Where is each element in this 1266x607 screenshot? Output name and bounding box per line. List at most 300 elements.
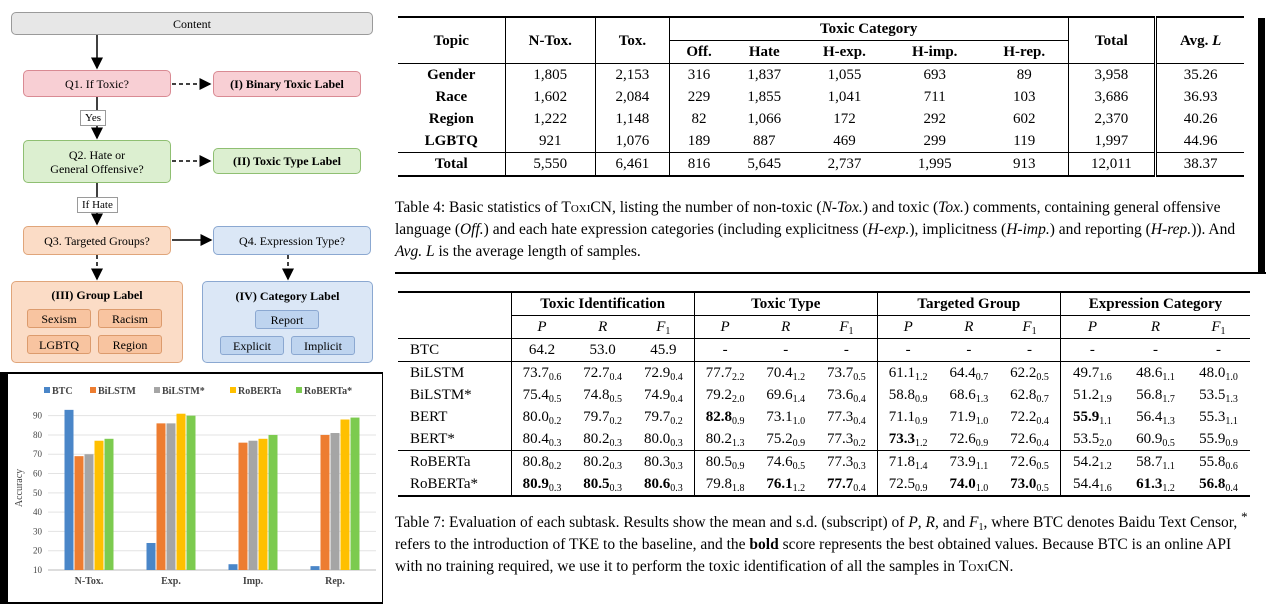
cell-sd: 1.6: [1099, 372, 1112, 383]
col-toxic-category: Toxic Category: [669, 17, 1068, 41]
cell-mean: 79.7: [583, 409, 610, 425]
cell-mean: 72.6: [949, 431, 976, 447]
table-row: [398, 153, 1244, 177]
col-ntox: N-Tox.: [505, 17, 595, 64]
legend-swatch: [154, 387, 160, 393]
table-row: [398, 406, 1250, 428]
cell-mean: 55.9: [1199, 431, 1226, 447]
cell-sd: 1.2: [792, 372, 806, 383]
page-edge-bar: [1258, 18, 1265, 273]
cell-mean: 51.2: [1073, 387, 1100, 403]
cell-mean: 73.7: [827, 365, 854, 381]
cell-mean: 74.0: [949, 476, 976, 492]
cell-value: [633, 362, 694, 385]
bar-bilstm-star: [249, 441, 258, 570]
cell-value: [694, 473, 755, 496]
cell-value: [999, 406, 1060, 428]
cell-mean: 54.2: [1073, 454, 1100, 470]
y-tick-label: 90: [33, 410, 42, 421]
cell-dash: -: [999, 339, 1060, 362]
metric-symbol: P: [537, 319, 547, 335]
category-explicit: Explicit: [220, 336, 284, 355]
cell-sd: 0.5: [1036, 461, 1049, 472]
y-tick-label: 10: [33, 565, 42, 575]
table-row: [398, 362, 1250, 385]
cap4-term: N-Tox.: [821, 199, 863, 216]
cell-hexp: 469: [833, 133, 856, 149]
cell-tox: 1,148: [595, 108, 669, 130]
cell-value: [694, 406, 755, 428]
cell-off: 816: [687, 156, 711, 172]
bar-roberta-star: [269, 435, 278, 570]
cell-mean: 62.2: [1010, 365, 1037, 381]
cell-mean: 71.8: [888, 454, 916, 470]
metric-header: [1124, 316, 1187, 339]
cell-value: [1124, 362, 1187, 385]
cell-value: [877, 384, 938, 406]
cell-sd: 1.0: [1225, 372, 1238, 383]
cell-off: 189: [687, 133, 711, 149]
section-divider: [395, 272, 1266, 274]
cell-value: [999, 473, 1060, 496]
cell-mean: 48.0: [1199, 365, 1226, 381]
cap7-star: *: [1241, 509, 1248, 524]
cell-sd: 0.6: [1225, 461, 1238, 472]
cell-dash: -: [816, 339, 877, 362]
cap4-text: ) comments, containing general offensive language (: [395, 199, 1221, 238]
cell-value: [816, 362, 877, 385]
cell-value: [939, 384, 1000, 406]
cell-total: 12,011: [1068, 153, 1156, 177]
group-targeted-group: Targeted Group: [877, 292, 1060, 316]
cell-mean: 68.6: [949, 387, 976, 403]
cell-value: [755, 473, 816, 496]
table-7: [398, 291, 1250, 497]
cell-sd: 0.5: [609, 394, 623, 405]
cell-sd: 0.5: [1162, 438, 1175, 449]
bar-btc: [229, 564, 238, 570]
cell-mean: 56.8: [1199, 476, 1226, 492]
cell-sd: 0.9: [975, 438, 989, 449]
cell-sd: 1.3: [1162, 416, 1175, 427]
cell-value: [1187, 428, 1250, 451]
table-row: [398, 451, 1250, 474]
cell-value: [816, 384, 877, 406]
legend-label: RoBERTa: [238, 386, 282, 397]
legend-swatch: [90, 387, 96, 393]
bar-bilstm-star: [167, 423, 176, 570]
cell-value: [572, 384, 633, 406]
cell-value: [694, 362, 755, 385]
y-tick-label: 60: [33, 468, 42, 479]
metric-header: [1060, 316, 1124, 339]
cell-mean: 72.6: [1010, 431, 1037, 447]
cell-mean: 61.1: [888, 365, 916, 381]
cell-mean: 56.8: [1136, 387, 1163, 403]
cap7-term-sub: 1: [978, 522, 984, 534]
cap7-term: P: [908, 514, 918, 532]
cell-sd: 0.4: [670, 372, 683, 383]
table-row: [398, 384, 1250, 406]
metric-subscript: 1: [1220, 326, 1226, 337]
cap4-text: Table 4: Basic statistics of: [395, 199, 562, 216]
row-topic: Total: [398, 153, 505, 177]
group-expression-category: Expression Category: [1060, 292, 1250, 316]
table-row: [398, 339, 1250, 362]
cell-himp: 1,995: [917, 156, 952, 172]
cell-value: [511, 428, 572, 451]
cell-sd: 0.3: [853, 461, 866, 472]
cell-off: 316: [687, 67, 711, 83]
cell-value: [877, 428, 938, 451]
cell-mean: 80.2: [705, 431, 732, 447]
q1-node: Q1. If Toxic?: [23, 70, 171, 97]
cell-mean: 74.8: [583, 387, 610, 403]
cell-sd: 0.2: [548, 461, 562, 472]
cell-mean: 55.3: [1199, 409, 1226, 425]
cell-mean: 80.2: [583, 454, 610, 470]
cap7-term: R: [925, 514, 936, 532]
cell-mean: 80.5: [583, 476, 610, 492]
cell-tox: 6,461: [595, 153, 669, 177]
legend-label: BTC: [52, 386, 73, 397]
table-row: [398, 108, 1244, 130]
cell-value: [1187, 451, 1250, 474]
metric-header: [511, 316, 572, 339]
cell-value: [1060, 362, 1124, 385]
cell-hrep: 103: [981, 86, 1068, 108]
cell-sd: 0.3: [670, 438, 683, 449]
cell-value: [633, 451, 694, 474]
cell-value: [999, 428, 1060, 451]
cap4-term: Avg. L: [395, 243, 435, 260]
cell-value: [1187, 362, 1250, 385]
cell-sd: 0.9: [915, 483, 928, 494]
cell-mean: 75.2: [766, 431, 793, 447]
y-tick-label: 70: [33, 449, 42, 460]
cell-sd: 1.9: [1099, 394, 1112, 405]
cell-sd: 1.4: [792, 394, 806, 405]
metric-header: [755, 316, 816, 339]
cell-value: [877, 473, 938, 496]
cell-value: [1124, 384, 1187, 406]
cell-value: [633, 384, 694, 406]
cell-sd: 0.5: [1036, 372, 1049, 383]
metric-symbol: P: [720, 319, 730, 335]
cell-mean: 71.9: [949, 409, 976, 425]
cell-mean: 53.5: [1073, 431, 1100, 447]
row-model: BERT: [398, 406, 511, 428]
cap7-bold-word: bold: [749, 536, 779, 554]
cell-mean: 55.9: [1073, 409, 1100, 425]
if-hate-tag: If Hate: [77, 197, 118, 213]
x-tick-label: Exp.: [161, 576, 181, 587]
metric-header-row: [398, 316, 1250, 339]
cell-mean: 71.1: [888, 409, 916, 425]
legend-swatch: [44, 387, 50, 393]
cell-value: [1124, 406, 1187, 428]
cell-sd: 1.0: [975, 483, 989, 494]
cell-mean: 49.7: [1073, 365, 1100, 381]
metric-blank: [398, 316, 511, 339]
cell-sd: 1.1: [975, 461, 989, 472]
cell-sd: 0.2: [853, 438, 866, 449]
metric-symbol: R: [964, 319, 974, 335]
metric-symbol: P: [903, 319, 913, 335]
cell-sd: 0.9: [731, 416, 745, 427]
bar-roberta-star: [105, 439, 114, 570]
cell-value: [755, 406, 816, 428]
cell-sd: 1.8: [731, 483, 745, 494]
col-hexp: H-exp.: [822, 44, 866, 60]
bar-bilstm: [239, 443, 248, 570]
row-model: RoBERTa: [398, 451, 511, 474]
cap4-text: , listing the number of non-toxic (: [611, 199, 822, 216]
cell-sd: 0.2: [548, 416, 562, 427]
cell-value: [755, 362, 816, 385]
metric-symbol: P: [1087, 319, 1097, 335]
metric-symbol: R: [1150, 319, 1161, 335]
cell-sd: 0.4: [1225, 483, 1238, 494]
cell-value: [1187, 473, 1250, 496]
category-report: Report: [255, 310, 319, 329]
cell-sd: 0.5: [1036, 483, 1049, 494]
cell-mean: 80.5: [705, 454, 732, 470]
cell-hate: 887: [753, 133, 776, 149]
bar-bilstm-star: [85, 454, 94, 570]
cell-mean: 80.9: [522, 476, 549, 492]
cell-value: [755, 428, 816, 451]
row-model: BiLSTM*: [398, 384, 511, 406]
cell-off: 82: [691, 111, 707, 127]
binary-toxic-label: (I) Binary Toxic Label: [213, 71, 361, 97]
cell-hrep: 119: [981, 130, 1068, 153]
cell-value: 45.9: [633, 339, 694, 362]
cell-sd: 0.9: [915, 416, 928, 427]
col-off: Off.: [686, 44, 712, 60]
cell-value: [939, 473, 1000, 496]
metric-symbol: F: [1022, 319, 1032, 335]
cell-mean: 80.2: [583, 431, 610, 447]
cell-mean: 73.9: [949, 454, 976, 470]
cell-avgl: 35.26: [1183, 67, 1218, 83]
cap7-text: .: [1009, 558, 1014, 576]
table-row: [398, 473, 1250, 496]
cell-value: [572, 362, 633, 385]
metric-header: [816, 316, 877, 339]
cell-value: [1060, 451, 1124, 474]
cell-mean: 70.4: [766, 365, 793, 381]
metric-header: [999, 316, 1060, 339]
cell-value: [816, 406, 877, 428]
metric-subscript: 1: [665, 326, 671, 337]
cell-sd: 0.5: [548, 394, 562, 405]
cell-mean: 72.6: [1010, 454, 1037, 470]
cell-himp: 292: [923, 111, 946, 127]
cell-mean: 75.4: [522, 387, 549, 403]
cell-value: [633, 406, 694, 428]
cell-sd: 0.4: [670, 394, 683, 405]
cell-dash: -: [1152, 342, 1158, 358]
cell-hexp: 2,737: [827, 156, 862, 172]
cap4-term: H-rep.: [1150, 221, 1192, 238]
cell-himp: 299: [923, 133, 946, 149]
cell-value: [572, 406, 633, 428]
cell-value: [1124, 451, 1187, 474]
cell-mean: 74.6: [766, 454, 793, 470]
table-row: [398, 428, 1250, 451]
cell-himp: 711: [923, 89, 946, 105]
table-row: [398, 64, 1244, 87]
accuracy-chart-panel: [8, 374, 382, 602]
cap7-text: Table 7: Evaluation of each subtask. Results show the mean and s.d. (subscript) of: [395, 514, 909, 532]
cell-value: [999, 451, 1060, 474]
y-tick-label: 50: [33, 487, 42, 498]
cell-avgl: 40.26: [1183, 111, 1218, 127]
cell-sd: 0.6: [548, 372, 562, 383]
cell-value: [816, 473, 877, 496]
col-blank: [398, 292, 511, 316]
cell-mean: 77.3: [827, 431, 854, 447]
bar-roberta: [341, 420, 350, 570]
metric-symbol: R: [781, 319, 791, 335]
cell-sd: 0.5: [792, 461, 806, 472]
cell-hrep: 602: [981, 108, 1068, 130]
group-sexism: Sexism: [27, 309, 91, 328]
cell-sd: 2.0: [731, 394, 745, 405]
cell-mean: 80.0: [643, 431, 671, 447]
q2-line2: General Offensive?: [50, 161, 144, 176]
cap7-dataset-name: ToxiCN: [958, 558, 1010, 576]
cell-sd: 0.5: [853, 372, 866, 383]
legend-label: RoBERTa*: [304, 386, 353, 397]
cell-tox: 2,084: [595, 86, 669, 108]
cell-mean: 82.8: [705, 409, 732, 425]
cell-sd: 1.2: [1099, 461, 1112, 472]
cap7-text: score represents the best obtained values. Because BTC is an online API with no training required, we use it to perform the toxic identification of all the samples in: [395, 536, 1232, 576]
cell-mean: 77.3: [827, 454, 854, 470]
metric-symbol: F: [839, 319, 849, 335]
cell-value: [999, 362, 1060, 385]
cell-mean: 77.7: [827, 476, 854, 492]
chart-frame: [0, 372, 383, 604]
cell-sd: 0.2: [670, 416, 683, 427]
cell-mean: 79.2: [705, 387, 732, 403]
cell-ntox: 5,550: [505, 153, 595, 177]
toxic-type-label: (II) Toxic Type Label: [213, 148, 361, 174]
cell-sd: 1.3: [1225, 394, 1238, 405]
cell-sd: 1.0: [792, 416, 806, 427]
cell-value: [511, 384, 572, 406]
metric-subscript: 1: [848, 326, 854, 337]
bar-btc: [311, 566, 320, 570]
cell-dash: -: [905, 342, 911, 358]
cap7-text: ,: [917, 514, 926, 532]
cell-total: 3,958: [1068, 64, 1156, 87]
cell-avgl: 38.37: [1183, 156, 1218, 172]
cell-value: [816, 451, 877, 474]
cell-hate: 5,645: [747, 156, 782, 172]
cell-value: [999, 384, 1060, 406]
y-tick-label: 30: [33, 526, 42, 537]
cell-hate: 1,855: [747, 89, 782, 105]
cell-mean: 72.7: [583, 365, 610, 381]
cell-value: [572, 428, 633, 451]
cap4-text: )). And: [1191, 221, 1236, 238]
cell-mean: 74.9: [643, 387, 671, 403]
cap4-text: ) and toxic (: [862, 199, 939, 216]
cell-mean: 72.9: [643, 365, 671, 381]
cell-total: 2,370: [1068, 108, 1156, 130]
metric-header: [939, 316, 1000, 339]
cell-sd: 0.4: [1036, 438, 1049, 449]
cell-sd: 1.1: [1225, 416, 1238, 427]
cell-hexp: 1,041: [827, 89, 862, 105]
group-label-title: (III) Group Label: [51, 288, 143, 302]
cell-sd: 0.4: [853, 483, 866, 494]
cell-sd: 1.7: [1162, 394, 1175, 405]
cell-sd: 1.2: [792, 483, 806, 494]
cap4-text: ) and each hate expression categories (including explicitness (: [483, 221, 868, 238]
cell-value: [694, 451, 755, 474]
y-tick-label: 80: [33, 429, 42, 440]
cell-sd: 0.3: [670, 483, 683, 494]
cell-total: 1,997: [1068, 130, 1156, 153]
cell-dash: -: [1089, 342, 1095, 358]
cell-mean: 73.6: [827, 387, 854, 403]
cell-hrep: 89: [981, 64, 1068, 87]
metric-symbol: R: [598, 319, 608, 335]
table-4-body: [398, 64, 1244, 177]
legend-swatch: [296, 387, 302, 393]
cell-sd: 0.4: [1036, 416, 1049, 427]
cell-sd: 1.4: [915, 461, 928, 472]
cap7-text: , where BTC denotes Baidu Text Censor,: [983, 514, 1242, 532]
table-7-body: [398, 339, 1250, 497]
cell-mean: 58.8: [888, 387, 916, 403]
cell-hrep: 913: [981, 153, 1068, 177]
cell-sd: 0.3: [670, 461, 683, 472]
cell-dash: -: [1215, 342, 1221, 358]
cell-value: [572, 473, 633, 496]
cell-dash: -: [966, 342, 972, 358]
col-total: Total: [1068, 17, 1156, 64]
cell-mean: 69.6: [766, 387, 793, 403]
y-axis-label: Accuracy: [14, 468, 25, 508]
cell-value: [939, 451, 1000, 474]
metric-header: [694, 316, 755, 339]
cell-value: [572, 451, 633, 474]
cell-sd: 0.4: [609, 372, 623, 383]
cell-sd: 1.1: [1099, 416, 1112, 427]
cap7-term: F: [969, 514, 979, 532]
cell-mean: 80.4: [522, 431, 549, 447]
q2-line1: Q2. Hate or: [68, 147, 126, 162]
cell-value: [511, 362, 572, 385]
cell-mean: 56.4: [1136, 409, 1163, 425]
metric-header: [633, 316, 694, 339]
y-tick-label: 40: [33, 507, 42, 518]
group-racism: Racism: [98, 309, 162, 328]
bar-roberta: [259, 439, 268, 570]
cell-mean: 77.3: [827, 409, 854, 425]
cell-hexp: 172: [833, 111, 856, 127]
cell-sd: 0.7: [1036, 394, 1049, 405]
cell-sd: 0.9: [915, 394, 928, 405]
content-node: Content: [11, 12, 373, 35]
cell-value: [877, 406, 938, 428]
cell-dash: -: [722, 342, 728, 358]
